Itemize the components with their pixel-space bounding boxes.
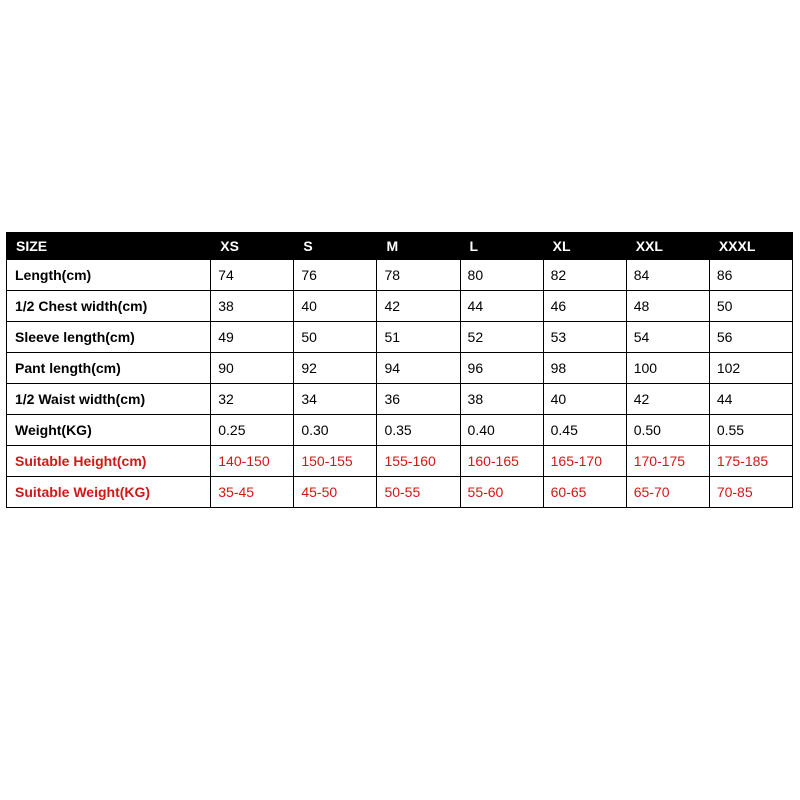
table-cell: 100 xyxy=(626,353,709,384)
table-row-waist-width xyxy=(7,384,793,415)
size-header-label: SIZE xyxy=(7,233,211,260)
row-label: Suitable Height(cm) xyxy=(7,446,211,477)
table-cell: 50-55 xyxy=(377,477,460,508)
table-cell: 74 xyxy=(211,260,294,291)
row-label: Sleeve length(cm) xyxy=(7,322,211,353)
row-label: 1/2 Chest width(cm) xyxy=(7,291,211,322)
table-cell: 0.30 xyxy=(294,415,377,446)
table-cell: 48 xyxy=(626,291,709,322)
table-cell: 80 xyxy=(460,260,543,291)
table-cell: 38 xyxy=(211,291,294,322)
table-row-chest-width xyxy=(7,291,793,322)
table-cell: 42 xyxy=(377,291,460,322)
size-header-xl: XL xyxy=(543,233,626,260)
table-cell: 96 xyxy=(460,353,543,384)
table-row-sleeve-length xyxy=(7,322,793,353)
table-cell: 52 xyxy=(460,322,543,353)
table-cell: 50 xyxy=(294,322,377,353)
table-cell: 94 xyxy=(377,353,460,384)
row-label: Weight(KG) xyxy=(7,415,211,446)
table-cell: 0.40 xyxy=(460,415,543,446)
table-cell: 46 xyxy=(543,291,626,322)
table-cell: 0.50 xyxy=(626,415,709,446)
size-header-xxxl: XXXL xyxy=(709,233,792,260)
table-cell: 155-160 xyxy=(377,446,460,477)
table-cell: 42 xyxy=(626,384,709,415)
table-cell: 53 xyxy=(543,322,626,353)
size-header-xxl: XXL xyxy=(626,233,709,260)
table-cell: 70-85 xyxy=(709,477,792,508)
size-chart-table xyxy=(6,232,793,508)
table-cell: 44 xyxy=(709,384,792,415)
table-cell: 60-65 xyxy=(543,477,626,508)
table-cell: 44 xyxy=(460,291,543,322)
table-cell: 82 xyxy=(543,260,626,291)
row-label: Pant length(cm) xyxy=(7,353,211,384)
table-cell: 55-60 xyxy=(460,477,543,508)
table-cell: 170-175 xyxy=(626,446,709,477)
size-header-s: S xyxy=(294,233,377,260)
table-cell: 34 xyxy=(294,384,377,415)
table-cell: 0.55 xyxy=(709,415,792,446)
table-cell: 54 xyxy=(626,322,709,353)
table-cell: 140-150 xyxy=(211,446,294,477)
table-cell: 36 xyxy=(377,384,460,415)
table-cell: 84 xyxy=(626,260,709,291)
table-cell: 0.25 xyxy=(211,415,294,446)
table-cell: 50 xyxy=(709,291,792,322)
size-header-row xyxy=(7,233,793,260)
table-cell: 49 xyxy=(211,322,294,353)
table-cell: 98 xyxy=(543,353,626,384)
table-cell: 78 xyxy=(377,260,460,291)
table-row-suitable-weight xyxy=(7,477,793,508)
table-cell: 56 xyxy=(709,322,792,353)
table-cell: 32 xyxy=(211,384,294,415)
table-cell: 165-170 xyxy=(543,446,626,477)
table-cell: 35-45 xyxy=(211,477,294,508)
size-header-xs: XS xyxy=(211,233,294,260)
table-row-length xyxy=(7,260,793,291)
table-cell: 92 xyxy=(294,353,377,384)
table-cell: 38 xyxy=(460,384,543,415)
table-cell: 76 xyxy=(294,260,377,291)
table-row-suitable-height xyxy=(7,446,793,477)
table-cell: 45-50 xyxy=(294,477,377,508)
table-cell: 86 xyxy=(709,260,792,291)
table-cell: 65-70 xyxy=(626,477,709,508)
row-label: 1/2 Waist width(cm) xyxy=(7,384,211,415)
table-cell: 40 xyxy=(294,291,377,322)
table-cell: 51 xyxy=(377,322,460,353)
table-cell: 40 xyxy=(543,384,626,415)
table-cell: 175-185 xyxy=(709,446,792,477)
table-row-pant-length xyxy=(7,353,793,384)
table-cell: 0.35 xyxy=(377,415,460,446)
table-cell: 160-165 xyxy=(460,446,543,477)
table-row-weight xyxy=(7,415,793,446)
size-header-m: M xyxy=(377,233,460,260)
row-label: Suitable Weight(KG) xyxy=(7,477,211,508)
table-cell: 102 xyxy=(709,353,792,384)
size-header-l: L xyxy=(460,233,543,260)
row-label: Length(cm) xyxy=(7,260,211,291)
table-cell: 150-155 xyxy=(294,446,377,477)
table-cell: 90 xyxy=(211,353,294,384)
table-cell: 0.45 xyxy=(543,415,626,446)
